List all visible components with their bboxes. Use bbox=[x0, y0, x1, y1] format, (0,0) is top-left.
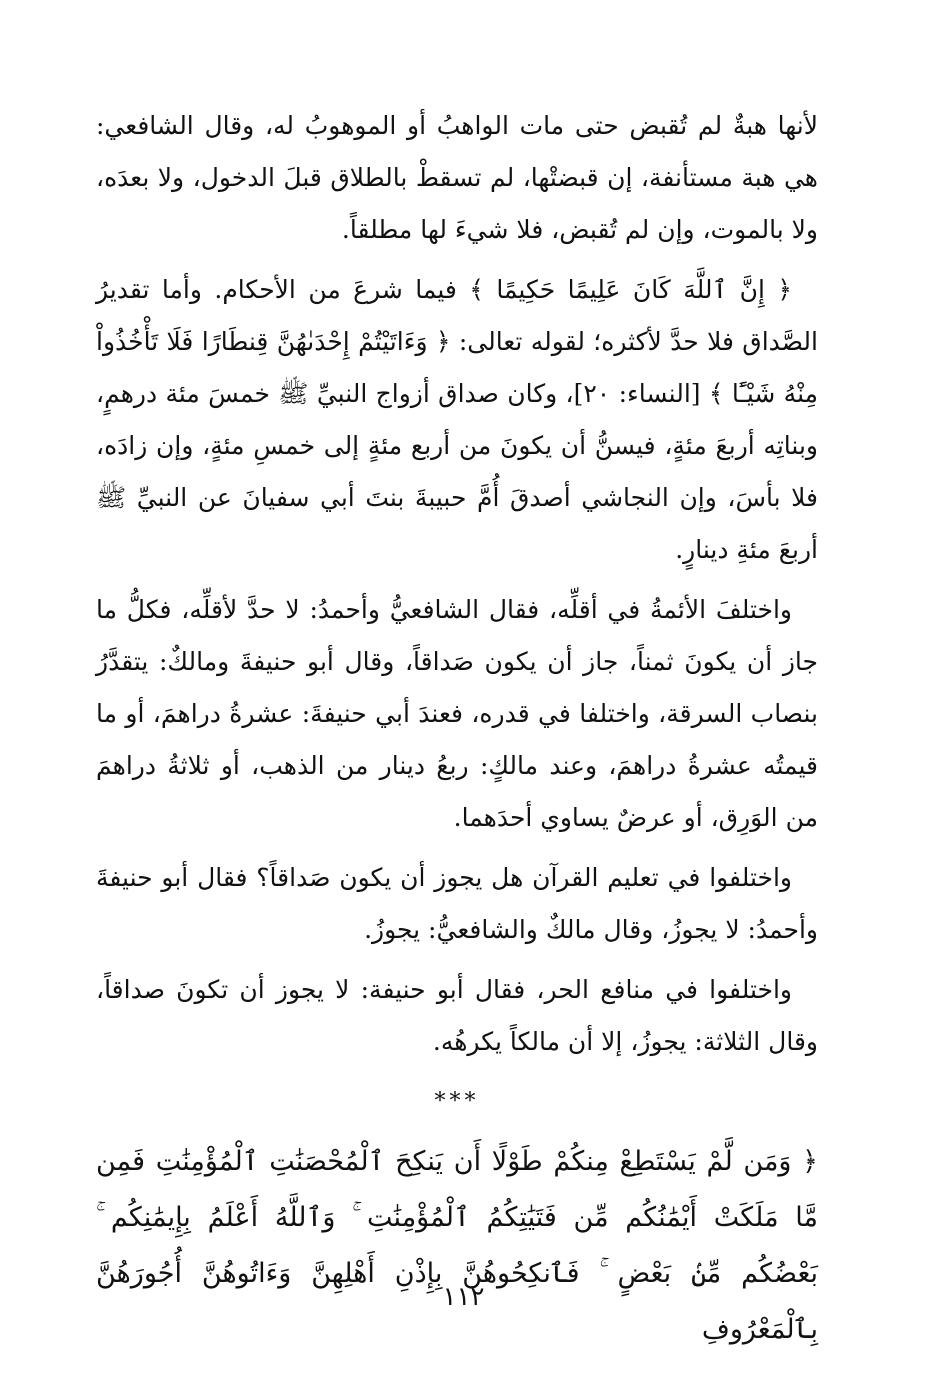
page-number: ١١٢ bbox=[442, 1282, 485, 1312]
paragraph-dowry-minimum: واختلفَ الأئمةُ في أقلِّه، فقال الشافعيُّ وأحمدُ: لا حدَّ لأقلِّه، فكلُّ ما جاز أن يكونَ ثمناً، جاز أن يكون صَداقاً، وقال أبو حنيفةَ ومالكٌ: يتقدَّرُ بنصاب السرقة، واختلفا في قدره، فعندَ أبي حنيفةَ: عشرةُ دراهمَ، أو ما قيمتُه عشرةُ دراهمَ، وعند مالكٍ: ربعُ دينار من الذهب، أو ثلاثةُ دراهمَ من الوَرِق، أو عرضٌ يساوي أحدَهما. bbox=[96, 595, 818, 832]
paragraph-quran-teaching: واختلفوا في تعليم القرآن هل يجوز أن يكون صَداقاً؟ فقال أبو حنيفةَ وأحمدُ: لا يجوزُ، وقال مالكٌ والشافعيُّ: يجوزُ. bbox=[96, 863, 818, 944]
paragraph-free-man-benefits: واختلفوا في منافع الحر، فقال أبو حنيفة: لا يجوز أن تكونَ صداقاً، وقال الثلاثة: يجوزُ، إلا أن مالكاً يكرهُه. bbox=[96, 975, 818, 1056]
section-divider: *** bbox=[434, 1089, 480, 1114]
paragraph-gift-ruling: لأنها هبةٌ لم تُقبض حتى مات الواهبُ أو الموهوبُ له، وقال الشافعي: هي هبة مستأنفة، إن قبضتْها، لم تسقطْ بالطلاق قبلَ الدخول، ولا بعدَه، ولا بالموت، وإن لم تُقبض، فلا شيءَ لها مطلقاً. bbox=[96, 111, 818, 244]
page-body bbox=[96, 100, 818, 1358]
quran-verse: ﴿ وَمَن لَّمْ يَسْتَطِعْ مِنكُمْ طَوْلًا أَن يَنكِحَ ٱلْمُحْصَنَٰتِ ٱلْمُؤْمِنَٰتِ فَمِن مَّا مَلَكَتْ أَيْمَٰنُكُم مِّن فَتَيَٰتِكُمُ ٱلْمُؤْمِنَٰتِ ۚ وَٱللَّهُ أَعْلَمُ بِإِيمَٰنِكُم ۚ بَعْضُكُم مِّنۢ بَعْضٍ ۚ فَٱنكِحُوهُنَّ بِإِذْنِ أَهْلِهِنَّ وَءَاتُوهُنَّ أُجُورَهُنَّ بِٱلْمَعْرُوفِ bbox=[96, 1146, 818, 1345]
paragraph-dowry-maximum: ﴿ إِنَّ ٱللَّهَ كَانَ عَلِيمًا حَكِيمًا ﴾ فيما شرعَ من الأحكام. وأما تقديرُ الصَّداق فلا حدَّ لأكثره؛ لقوله تعالى: ﴿ وَءَاتَيْتُمْ إِحْدَىٰهُنَّ قِنطَارًا فَلَا تَأْخُذُواْ مِنْهُ شَيْـًٔا ﴾ [النساء: ٢٠]، وكان صداق أزواج النبيِّ ﷺ خمسَ مئة درهمٍ، وبناتِه أربعَ مئةٍ، فيسنُّ أن يكونَ من أربع مئةٍ إلى خمسِ مئةٍ، وإن زادَه، فلا بأسَ، وإن النجاشي أصدقَ أُمَّ حبيبةَ بنتَ أبي سفيانَ عن النبيِّ ﷺ أربعَ مئةِ دينارٍ. bbox=[96, 275, 818, 564]
